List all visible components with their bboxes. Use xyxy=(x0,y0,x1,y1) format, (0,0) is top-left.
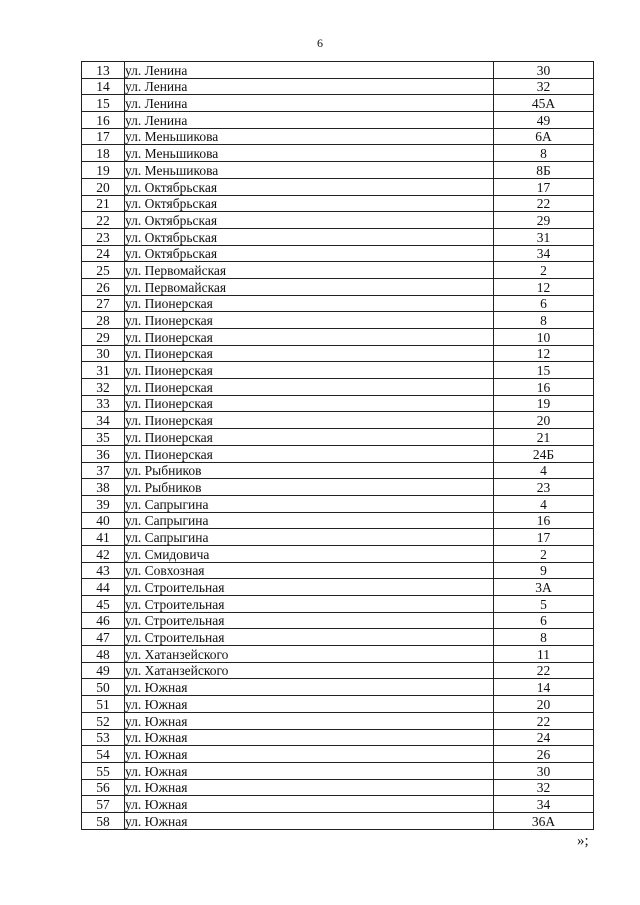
table-row xyxy=(82,729,594,746)
table-row xyxy=(82,762,594,779)
house-number-cell: 34 xyxy=(494,796,594,813)
house-number-cell: 29 xyxy=(494,212,594,229)
row-number-cell: 22 xyxy=(82,212,125,229)
table-row xyxy=(82,646,594,663)
street-name-cell: ул. Октябрьская xyxy=(125,195,494,212)
row-number-cell: 27 xyxy=(82,295,125,312)
house-number-cell: 6 xyxy=(494,295,594,312)
street-name-cell: ул. Строительная xyxy=(125,612,494,629)
row-number-cell: 43 xyxy=(82,562,125,579)
table-row xyxy=(82,228,594,245)
row-number-cell: 26 xyxy=(82,278,125,295)
table-row xyxy=(82,178,594,195)
house-number-cell: 24Б xyxy=(494,445,594,462)
street-name-cell: ул. Пионерская xyxy=(125,445,494,462)
street-name-cell: ул. Строительная xyxy=(125,596,494,613)
house-number-cell: 22 xyxy=(494,662,594,679)
row-number-cell: 52 xyxy=(82,712,125,729)
street-name-cell: ул. Ленина xyxy=(125,62,494,79)
table-row xyxy=(82,612,594,629)
table-row xyxy=(82,746,594,763)
row-number-cell: 30 xyxy=(82,345,125,362)
table-row xyxy=(82,512,594,529)
table-row xyxy=(82,145,594,162)
table-row xyxy=(82,662,594,679)
table-row xyxy=(82,195,594,212)
street-name-cell: ул. Ленина xyxy=(125,78,494,95)
table-row xyxy=(82,345,594,362)
house-number-cell: 24 xyxy=(494,729,594,746)
house-number-cell: 15 xyxy=(494,362,594,379)
table-row xyxy=(82,212,594,229)
address-table xyxy=(81,61,594,830)
street-name-cell: ул. Пионерская xyxy=(125,395,494,412)
row-number-cell: 17 xyxy=(82,128,125,145)
closing-quote: »; xyxy=(577,833,589,849)
row-number-cell: 34 xyxy=(82,412,125,429)
street-name-cell: ул. Пионерская xyxy=(125,429,494,446)
row-number-cell: 28 xyxy=(82,312,125,329)
row-number-cell: 36 xyxy=(82,445,125,462)
row-number-cell: 44 xyxy=(82,579,125,596)
table-row xyxy=(82,596,594,613)
row-number-cell: 54 xyxy=(82,746,125,763)
row-number-cell: 39 xyxy=(82,495,125,512)
table-row xyxy=(82,545,594,562)
house-number-cell: 19 xyxy=(494,395,594,412)
house-number-cell: 30 xyxy=(494,62,594,79)
street-name-cell: ул. Пионерская xyxy=(125,329,494,346)
table-row xyxy=(82,495,594,512)
table-row xyxy=(82,262,594,279)
house-number-cell: 17 xyxy=(494,529,594,546)
table-row xyxy=(82,712,594,729)
house-number-cell: 49 xyxy=(494,112,594,129)
house-number-cell: 4 xyxy=(494,462,594,479)
house-number-cell: 11 xyxy=(494,646,594,663)
row-number-cell: 38 xyxy=(82,479,125,496)
street-name-cell: ул. Меньшикова xyxy=(125,128,494,145)
row-number-cell: 32 xyxy=(82,379,125,396)
street-name-cell: ул. Сапрыгина xyxy=(125,495,494,512)
table-row xyxy=(82,629,594,646)
house-number-cell: 16 xyxy=(494,379,594,396)
row-number-cell: 23 xyxy=(82,228,125,245)
table-row xyxy=(82,412,594,429)
street-name-cell: ул. Пионерская xyxy=(125,312,494,329)
row-number-cell: 19 xyxy=(82,162,125,179)
house-number-cell: 8 xyxy=(494,629,594,646)
house-number-cell: 22 xyxy=(494,712,594,729)
table-row xyxy=(82,479,594,496)
house-number-cell: 12 xyxy=(494,278,594,295)
house-number-cell: 5 xyxy=(494,596,594,613)
house-number-cell: 4 xyxy=(494,495,594,512)
street-name-cell: ул. Пионерская xyxy=(125,295,494,312)
row-number-cell: 47 xyxy=(82,629,125,646)
street-name-cell: ул. Пионерская xyxy=(125,345,494,362)
street-name-cell: ул. Южная xyxy=(125,796,494,813)
street-name-cell: ул. Строительная xyxy=(125,629,494,646)
table-row xyxy=(82,812,594,829)
street-name-cell: ул. Меньшикова xyxy=(125,145,494,162)
house-number-cell: 12 xyxy=(494,345,594,362)
row-number-cell: 24 xyxy=(82,245,125,262)
street-name-cell: ул. Южная xyxy=(125,696,494,713)
table-row xyxy=(82,779,594,796)
street-name-cell: ул. Южная xyxy=(125,779,494,796)
house-number-cell: 3А xyxy=(494,579,594,596)
table-row xyxy=(82,312,594,329)
table-row xyxy=(82,562,594,579)
house-number-cell: 32 xyxy=(494,779,594,796)
house-number-cell: 8 xyxy=(494,145,594,162)
street-name-cell: ул. Сапрыгина xyxy=(125,512,494,529)
row-number-cell: 21 xyxy=(82,195,125,212)
street-name-cell: ул. Первомайская xyxy=(125,278,494,295)
street-name-cell: ул. Пионерская xyxy=(125,379,494,396)
table-row xyxy=(82,295,594,312)
house-number-cell: 36А xyxy=(494,812,594,829)
street-name-cell: ул. Первомайская xyxy=(125,262,494,279)
table-row xyxy=(82,379,594,396)
row-number-cell: 37 xyxy=(82,462,125,479)
street-name-cell: ул. Пионерская xyxy=(125,412,494,429)
street-name-cell: ул. Хатанзейского xyxy=(125,662,494,679)
table-row xyxy=(82,462,594,479)
house-number-cell: 30 xyxy=(494,762,594,779)
row-number-cell: 58 xyxy=(82,812,125,829)
address-table-body xyxy=(82,62,594,830)
street-name-cell: ул. Южная xyxy=(125,746,494,763)
table-row xyxy=(82,362,594,379)
row-number-cell: 53 xyxy=(82,729,125,746)
house-number-cell: 6А xyxy=(494,128,594,145)
street-name-cell: ул. Рыбников xyxy=(125,462,494,479)
table-row xyxy=(82,429,594,446)
table-row xyxy=(82,162,594,179)
house-number-cell: 14 xyxy=(494,679,594,696)
street-name-cell: ул. Южная xyxy=(125,762,494,779)
house-number-cell: 22 xyxy=(494,195,594,212)
row-number-cell: 57 xyxy=(82,796,125,813)
street-name-cell: ул. Пионерская xyxy=(125,362,494,379)
row-number-cell: 33 xyxy=(82,395,125,412)
street-name-cell: ул. Южная xyxy=(125,812,494,829)
row-number-cell: 48 xyxy=(82,646,125,663)
street-name-cell: ул. Рыбников xyxy=(125,479,494,496)
street-name-cell: ул. Октябрьская xyxy=(125,245,494,262)
table-row xyxy=(82,78,594,95)
street-name-cell: ул. Сапрыгина xyxy=(125,529,494,546)
table-row xyxy=(82,395,594,412)
row-number-cell: 14 xyxy=(82,78,125,95)
row-number-cell: 13 xyxy=(82,62,125,79)
row-number-cell: 15 xyxy=(82,95,125,112)
table-row xyxy=(82,62,594,79)
house-number-cell: 2 xyxy=(494,545,594,562)
table-row xyxy=(82,128,594,145)
house-number-cell: 8 xyxy=(494,312,594,329)
street-name-cell: ул. Южная xyxy=(125,729,494,746)
row-number-cell: 20 xyxy=(82,178,125,195)
table-row xyxy=(82,796,594,813)
street-name-cell: ул. Октябрьская xyxy=(125,228,494,245)
house-number-cell: 16 xyxy=(494,512,594,529)
row-number-cell: 18 xyxy=(82,145,125,162)
row-number-cell: 25 xyxy=(82,262,125,279)
house-number-cell: 20 xyxy=(494,696,594,713)
house-number-cell: 23 xyxy=(494,479,594,496)
row-number-cell: 46 xyxy=(82,612,125,629)
house-number-cell: 6 xyxy=(494,612,594,629)
row-number-cell: 51 xyxy=(82,696,125,713)
table-row xyxy=(82,529,594,546)
row-number-cell: 40 xyxy=(82,512,125,529)
row-number-cell: 50 xyxy=(82,679,125,696)
house-number-cell: 21 xyxy=(494,429,594,446)
street-name-cell: ул. Ленина xyxy=(125,112,494,129)
street-name-cell: ул. Совхозная xyxy=(125,562,494,579)
street-name-cell: ул. Южная xyxy=(125,679,494,696)
row-number-cell: 16 xyxy=(82,112,125,129)
table-row xyxy=(82,95,594,112)
table-row xyxy=(82,679,594,696)
street-name-cell: ул. Октябрьская xyxy=(125,212,494,229)
row-number-cell: 31 xyxy=(82,362,125,379)
table-row xyxy=(82,579,594,596)
row-number-cell: 29 xyxy=(82,329,125,346)
house-number-cell: 10 xyxy=(494,329,594,346)
row-number-cell: 49 xyxy=(82,662,125,679)
house-number-cell: 20 xyxy=(494,412,594,429)
row-number-cell: 55 xyxy=(82,762,125,779)
house-number-cell: 9 xyxy=(494,562,594,579)
house-number-cell: 34 xyxy=(494,245,594,262)
street-name-cell: ул. Меньшикова xyxy=(125,162,494,179)
house-number-cell: 26 xyxy=(494,746,594,763)
table-row xyxy=(82,445,594,462)
table-row xyxy=(82,696,594,713)
house-number-cell: 8Б xyxy=(494,162,594,179)
row-number-cell: 41 xyxy=(82,529,125,546)
street-name-cell: ул. Октябрьская xyxy=(125,178,494,195)
house-number-cell: 45А xyxy=(494,95,594,112)
street-name-cell: ул. Южная xyxy=(125,712,494,729)
table-row xyxy=(82,112,594,129)
row-number-cell: 35 xyxy=(82,429,125,446)
street-name-cell: ул. Ленина xyxy=(125,95,494,112)
page-number: 6 xyxy=(317,36,323,50)
street-name-cell: ул. Хатанзейского xyxy=(125,646,494,663)
row-number-cell: 56 xyxy=(82,779,125,796)
table-row xyxy=(82,278,594,295)
street-name-cell: ул. Строительная xyxy=(125,579,494,596)
row-number-cell: 42 xyxy=(82,545,125,562)
house-number-cell: 17 xyxy=(494,178,594,195)
row-number-cell: 45 xyxy=(82,596,125,613)
table-row xyxy=(82,245,594,262)
house-number-cell: 2 xyxy=(494,262,594,279)
table-row xyxy=(82,329,594,346)
street-name-cell: ул. Смидовича xyxy=(125,545,494,562)
house-number-cell: 32 xyxy=(494,78,594,95)
house-number-cell: 31 xyxy=(494,228,594,245)
